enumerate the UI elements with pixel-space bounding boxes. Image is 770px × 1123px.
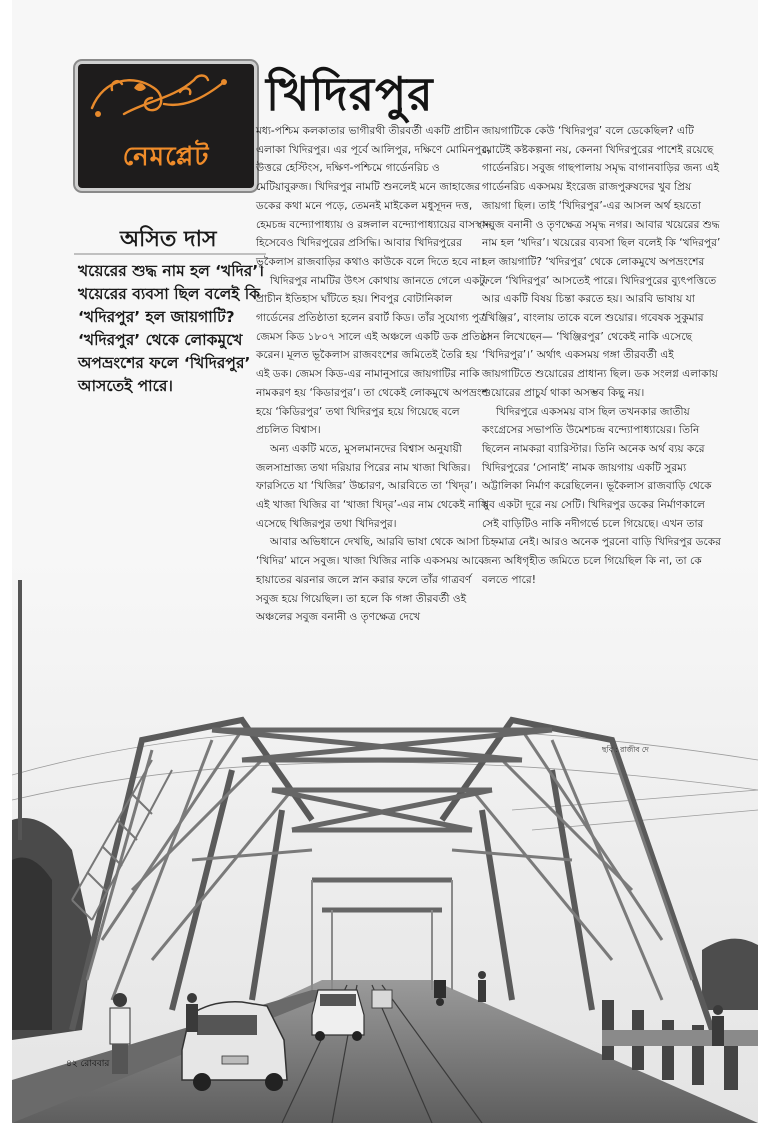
page-number: ৪২ রোববার [66,1059,110,1069]
section-label: নেমপ্লেট [122,142,210,172]
paragraph: আবার অভিধানে দেখছি, আরবি ভাষা থেকে আসা ‘খিদির’ মানে সবুজ। খাজা খিজির নাকি একসময় আবে হায়াতের ঝরনার জলে স্নান করার ফলে তাঁর গাত্রবর্ণ সবুজ হয়ে গিয়েছিল। তা হলে কি গঙ্গা তীরবর্তী ওই অঞ্চলের সবুজ বনানী ও তৃণক্ষেত্র দেখে [256,536,485,624]
divider [74,253,266,255]
text-column-1 [256,122,492,627]
author-name: অসিত দাস [120,227,217,252]
paragraph: খিদিরপুর নামটির উৎস কোথায় জানতে গেলে একটু প্রাচীন ইতিহাস ঘাঁটতে হয়। শিবপুর বোটানিকাল গার্ডেনের প্রতিষ্ঠাতা হলেন রবার্ট কিড। তাঁর সুযোগ্য পুত্র জেমস কিড ১৮০৭ সালে এই অঞ্চলে একটি ডক প্রতিষ্ঠা করেন। মূলত ভূকৈলাস রাজবংশের জমিতেই তৈরি হয় এই ডক। জেমস কিড-এর নামানুসারে জায়গাটির নাকি নামকরণ হয় ‘কিডারপুর’। তা থেকেই লোকমুখে অপভ্রংশ হয়ে ‘কিডিরপুর’ তথা খিদিরপুর হয়ে গিয়েছে বলে প্রচলিত বিশ্বাস। [256,274,491,437]
paragraph: মধ্য-পশ্চিম কলকাতার ভাগীরথী তীরবর্তী একটি প্রাচীন এলাকা খিদিরপুর। এর পূর্বে আলিপুর, দক্ষিণে মোমিনপুর, উত্তরে হেস্টিংস, দক্ষিণ-পশ্চিমে গার্ডেনরিচ ও মেটিয়াবুরুজ। খিদিরপুর নামটি শুনলেই মনে জাহাজের ডকের কথা মনে পড়ে, তেমনই মাইকেল মধুসূদন দত্ত, হেমচন্দ্র বন্দ্যোপাধ্যায় ও রঙ্গলাল বন্দ্যোপাধ্যায়ের বাসস্থান হিসেবেও খিদিরপুরের প্রসিদ্ধি। আবার খিদিরপুরের ভূকৈলাস রাজবাড়ির কথাও কাউকে বলে দিতে হবে না। [256,125,492,268]
article-title: খিদিরপুর [266,67,434,121]
paragraph: অন্য একটি মতে, মুসলমানদের বিশ্বাস অনুযায়ী জলসাম্রাজ্য তথা দরিয়ার পিরের নাম খাজা খিজির। ফারসিতে যা ‘খিজির’ উচ্চারণ, আরবিতে তা ‘খিদ্‌র’। এই খাজা খিজির বা ‘খাজা খিদ্‌র’-এর নাম থেকেই নাকি এসেছে খিজিরপুর তথা খিদিরপুর। [256,442,489,530]
paragraph: জায়গাটিকে কেউ ‘খিদিরপুর’ বলে ডেকেছিল? এটি মোটেই কষ্টকল্পনা নয়, কেননা খিদিরপুরের পাশেই রয়েছে গার্ডেনরিচ। সবুজ গাছপালায় সমৃদ্ধ বাগানবাড়ির জন্য এই গার্ডেনরিচ একসময় ইংরেজ রাজপুরুষদের খুব প্রিয় জায়গা ছিল। তাই ‘খিদিরপুর’-এর আসল অর্থ হয়তো সবুজ বনানী ও তৃণক্ষেত্র সমৃদ্ধ নগর। আবার খয়েরের শুদ্ধ নাম হল ‘খদির’। খয়েরের ব্যবসা ছিল বলেই কি ‘খদিরপুর’ হল জায়গাটি? ‘খদিরপুর’ থেকে লোকমুখে অপভ্রংশের ফলে ‘খিদিরপুর’ আসতেই পারে। খিদিরপুরের ব্যুৎপত্তিতে আর একটি বিষয় চিন্তা করতে হয়। আরবি ভাষায় যা ‘খিঞ্জির’, বাংলায় তাকে বলে শুয়োর। গবেষক সুকুমার সেন লিখেছেন— ‘খিঞ্জিরপুর’ থেকেই নাকি এসেছে ‘খিদিরপুর’।’ অর্থাৎ একসময় গঙ্গা তীরবর্তী এই জায়গাটিতে শুয়োরের প্রাধান্য ছিল। ডক সংলগ্ন এলাকায় শুয়োরের প্রাচুর্য থাকা অসম্ভব কিছু নয়। [482,125,721,399]
paragraph: খিদিরপুরে একসময় বাস ছিল তখনকার জাতীয় কংগ্রেসের সভাপতি উমেশচন্দ্র বন্দ্যোপাধ্যায়ের। তিনি ছিলেন নামকরা ব্যারিস্টার। তিনি অনেক অর্থ ব্যয় করে খিদিরপুরের ‘সোনাই’ নামক জায়গায় একটি সুরম্য অট্টালিকা নির্মাণ করেছিলেন। ভূকৈলাস রাজবাড়ি থেকে খুব একটা দূরে নয় সেটি। খিদিরপুর ডকের নির্মাণকালে সেই বাড়িটিও নাকি নদীগর্ভে চলে গিয়েছে। এখন তার চিহ্নমাত্র নেই। আরও অনেক পুরনো বাড়ি খিদিরপুর ডকের জন্য অধিগৃহীত জমিতে চলে গিয়েছিল কি না, তা কে বলতে পারে! [482,405,721,586]
bridge-photo [12,560,758,1123]
photo-credit: ছবি : রাজীব দে [602,745,649,754]
flourish-ornament-icon [84,68,234,128]
pull-quote: খয়েরের শুদ্ধ নাম হল ‘খদির’। খয়েরের ব্যবসা ছিল বলেই কি ‘খদিরপুর’ হল জায়গাটি? ‘খদিরপুর’ থেকে লোকমুখে অপভ্রংশের ফলে ‘খিদিরপুর’ আসতেই পারে। [78,262,264,395]
text-column-2 [482,122,722,590]
nameplate-badge [78,64,254,188]
magazine-page [12,0,758,1123]
